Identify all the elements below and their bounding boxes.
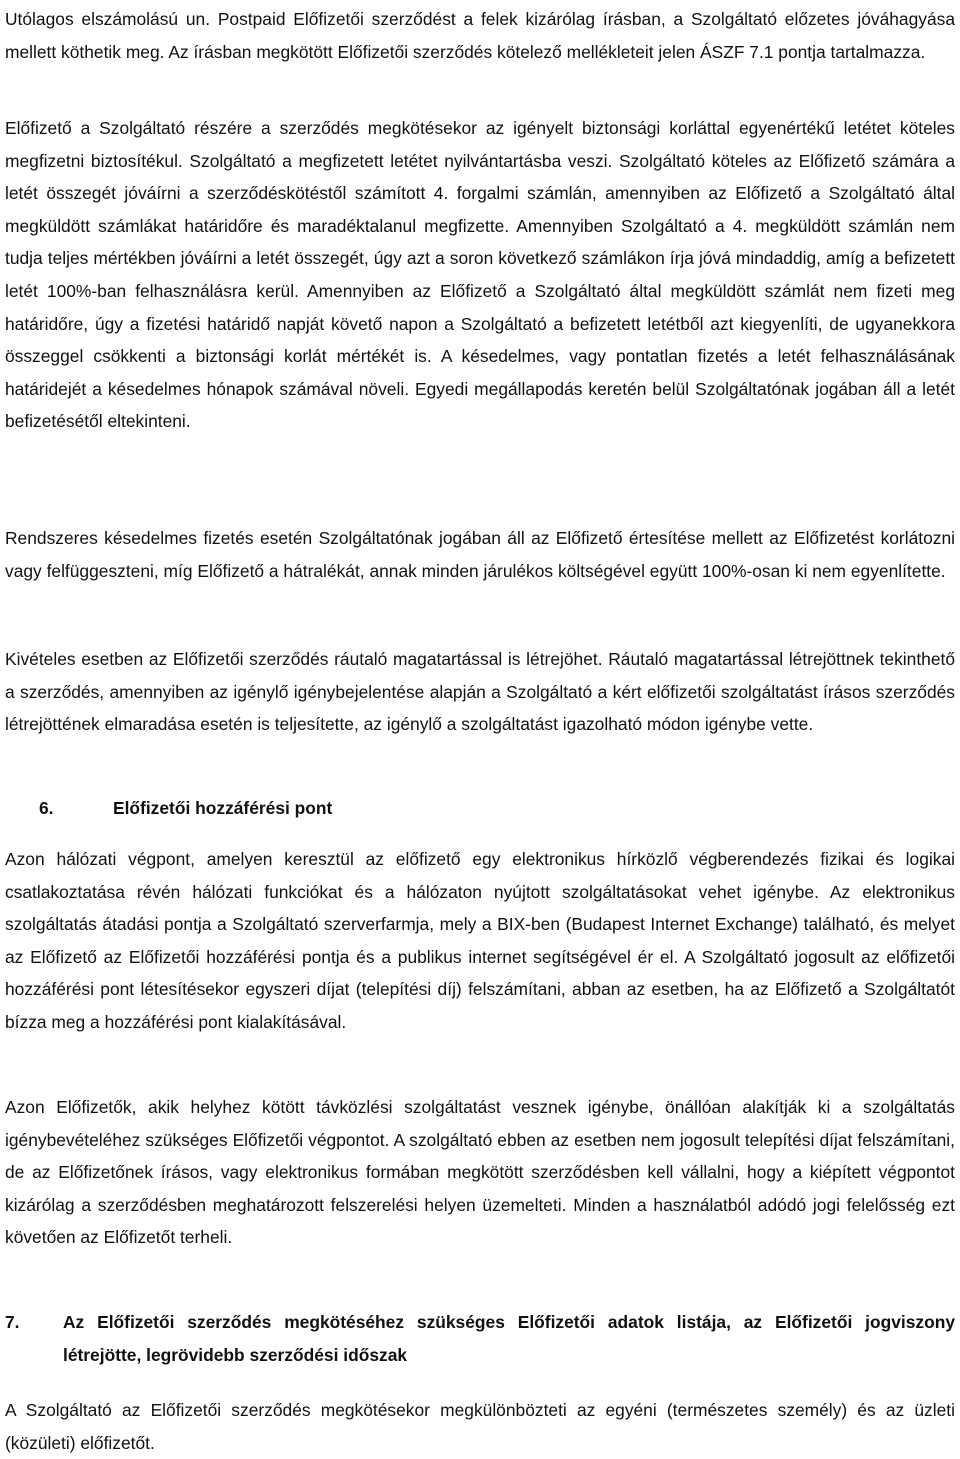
paragraph-network-endpoint: Azon hálózati végpont, amelyen keresztül az előfizető egy elektronikus hírközlő végberendezés fizikai és logikai csatlakoztatása révén hálózati funkciókat és a hálózaton nyújtott szolgáltatásokat vehet igénybe. Az elektronikus szolgáltatás átadási pontja a Szolgáltató szerverfarmja, mely a BIX-ben (Budapest Internet Exchange) található, és melyet az Előfizető az Előfizetői hozzáférési pontja és a publikus internet segítségével ér el. A Szolgáltató jogosult az előfizetői hozzáférési pont létesítésekor egyszeri díjat (telepítési díj) felszámítani, abban az esetben, ha az Előfizető a Szolgáltatót bízza meg a hozzáférési pont kialakításával. (5, 849, 955, 1032)
paragraph-fixed-service-endpoint: Azon Előfizetők, akik helyhez kötött távközlési szolgáltatást vesznek igénybe, önállóan alakítják ki a szolgáltatás igénybevételéhez szükséges Előfizetői végpontot. A szolgáltató ebben az esetben nem jogosult telepítési díjat felszámítani, de az Előfizetőnek írásos, vagy elektronikus formában megkötött szerződésben kell vállalni, hogy a kiépített végpontot kizárólag a szerződésben meghatározott felszerelési helyen üzemelteti. Minden a használatból adódó jogi felelősség ezt követően az Előfizetőt terheli. (5, 1097, 955, 1248)
section-heading-7 (5, 1306, 955, 1371)
paragraph-subscriber-types: A Szolgáltató az Előfizetői szerződés megkötésekor megkülönbözteti az egyéni (természetes személy) és az üzleti (közületi) előfizetőt. (5, 1400, 955, 1453)
paragraph-implied-conduct: Kivételes esetben az Előfizetői szerződés ráutaló magatartással is létrejöhet. Ráutaló magatartással létrejöttnek tekinthető a szerződés, amennyiben az igénylő igénybejelentése alapján a Szolgáltató a kért előfizetői szolgáltatást írásos szerződés létrejöttének elmaradása esetén is teljesítette, az igénylő a szolgáltatást igazolható módon igénybe vette. (5, 649, 955, 735)
paragraph-deposit: Előfizető a Szolgáltató részére a szerződés megkötésekor az igényelt biztonsági korláttal egyenértékű letétet köteles megfizetni biztosítékul. Szolgáltató a megfizetett letétet nyilvántartásba veszi. Szolgáltató köteles az Előfizető számára a letét összegét jóváírni a szerződéskötéstől számított 4. forgalmi számlán, amennyiben az Előfizető a Szolgáltató által megküldött számlákat határidőre és maradéktalanul megfizette. Amennyiben Szolgáltató a 4. megküldött számlán nem tudja teljes mértékben jóváírni a letét összegét, úgy azt a soron következő számlákon írja jóvá mindaddig, amíg a befizetett letét 100%-ban felhasználásra kerül. Amennyiben az Előfizető a Szolgáltató által megküldött számlát nem fizeti meg határidőre, úgy a fizetési határidő napját követő napon a Szolgáltató a befizetett letétből azt kiegyenlíti, de ugyanekkora összeggel csökkenti a biztonsági korlát mértékét is. A késedelmes, vagy pontatlan fizetés a letét felhasználásának határidejét a késedelmes hónapok számával növeli. Egyedi megállapodás keretén belül Szolgáltatónak jogában áll a letét befizetésétől eltekinteni. (5, 118, 955, 432)
paragraph-late-payment: Rendszeres késedelmes fizetés esetén Szolgáltatónak jogában áll az Előfizető értesítése mellett az Előfizetést korlátozni vagy felfüggeszteni, míg Előfizető a hátralékát, annak minden járulékos költségével együtt 100%-osan ki nem egyenlítette. (5, 528, 955, 581)
section-title: Előfizetői hozzáférési pont (113, 798, 333, 818)
section-title: Az Előfizetői szerződés megkötéséhez szükséges Előfizetői adatok listája, az Előfizetői jogviszony létrejötte, legrövidebb szerződési időszak (63, 1312, 955, 1365)
section-number: 7. (5, 1312, 20, 1332)
section-heading-6 (5, 792, 955, 825)
paragraph-postpaid-contract: Utólagos elszámolású un. Postpaid Előfizetői szerződést a felek kizárólag írásban, a Szolgáltató előzetes jóváhagyása mellett köthetik meg. Az írásban megkötött Előfizetői szerződés kötelező mellékleteit jelen ÁSZF 7.1 pontja tartalmazza. (5, 9, 955, 62)
section-number: 6. (39, 798, 54, 818)
